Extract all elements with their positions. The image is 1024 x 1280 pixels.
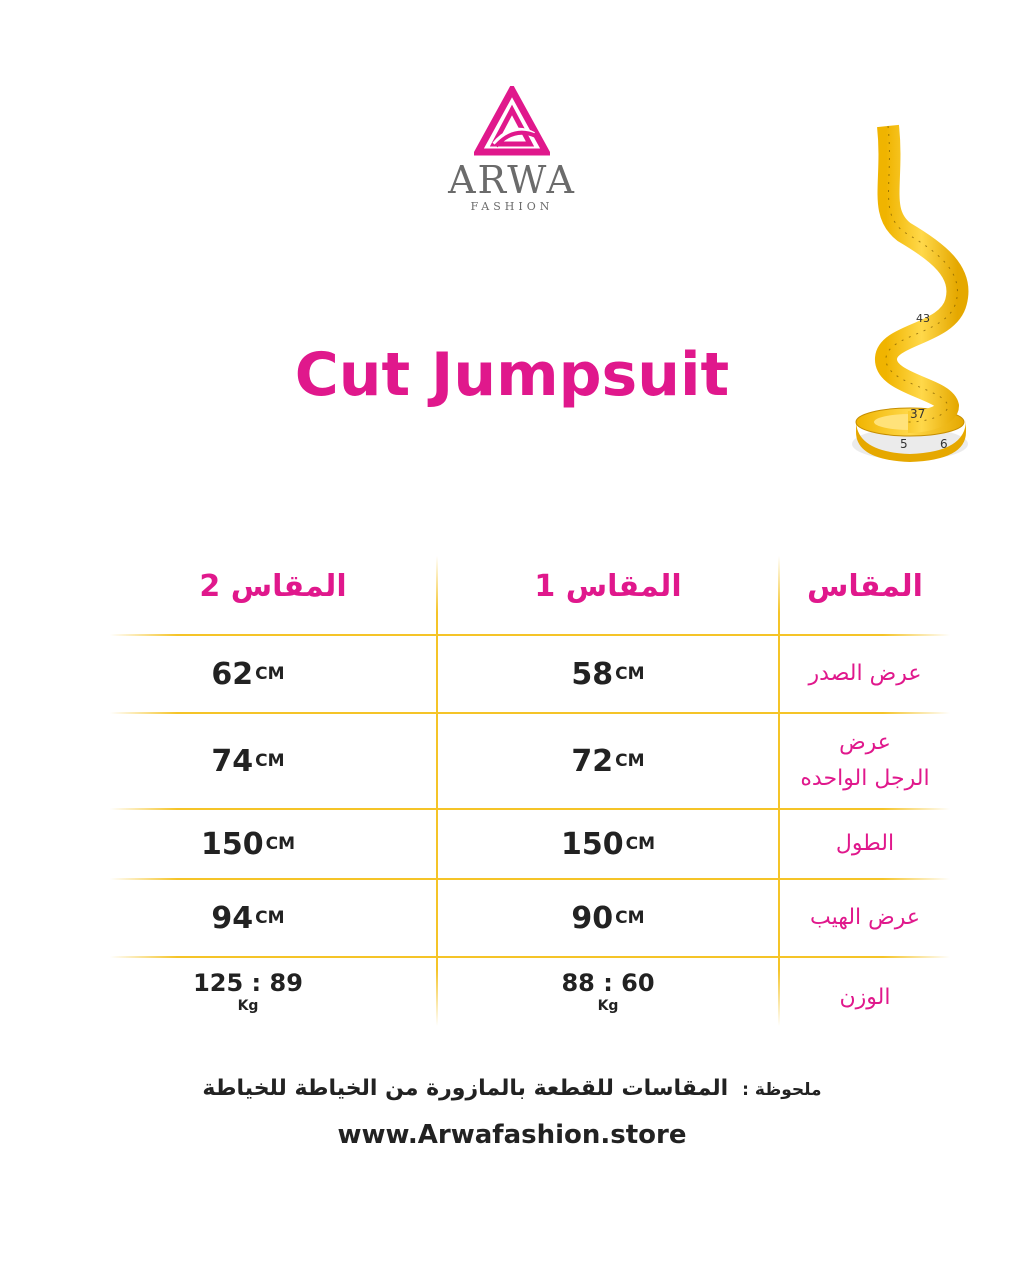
- row-label-hip: عرض الهيب: [809, 905, 921, 930]
- row-label-length: الطول: [835, 831, 895, 856]
- row-label-weight: الوزن: [839, 985, 891, 1010]
- brand-name: ARWA: [448, 158, 576, 202]
- svg-text:5: 5: [900, 437, 908, 451]
- row-label-chest: عرض الصدر: [808, 661, 922, 686]
- value: 150: [560, 826, 624, 862]
- row-label-leg: [780, 714, 950, 808]
- weight-unit: Kg: [597, 998, 619, 1014]
- note-text: المقاسات للقطعة بالمازورة من الخياطة للخياطة: [202, 1076, 729, 1101]
- chest-size-1: [438, 636, 778, 712]
- website-link[interactable]: www.Arwafashion.store: [337, 1120, 687, 1150]
- unit: CM: [265, 834, 296, 854]
- size-table: [110, 556, 950, 1026]
- header-size-1: المقاس 1: [534, 568, 682, 604]
- page-title: Cut Jumpsuit: [294, 340, 730, 410]
- weight-unit: Kg: [237, 998, 259, 1014]
- unit: CM: [255, 751, 285, 771]
- leg-size-1: [438, 714, 778, 808]
- svg-text:37: 37: [910, 407, 926, 421]
- value: 58: [571, 656, 614, 692]
- unit: CM: [625, 834, 656, 854]
- arwa-logo-icon: [474, 86, 550, 156]
- leg-size-2: [110, 714, 386, 808]
- weight-size-1: [438, 958, 778, 1026]
- value: 94: [211, 900, 254, 936]
- length-size-2: [110, 810, 386, 878]
- brand-logo: [432, 86, 592, 236]
- value: 90: [571, 900, 614, 936]
- svg-text:43: 43: [916, 312, 930, 325]
- svg-text:6: 6: [940, 437, 948, 451]
- unit: CM: [615, 751, 645, 771]
- tape-measure-icon: [848, 122, 978, 472]
- header-size-2: المقاس 2: [199, 568, 347, 604]
- value: 72: [571, 743, 614, 779]
- label-line-1: عرض: [839, 730, 891, 755]
- brand-subtitle: FASHION: [470, 200, 554, 213]
- weight-range: 88 : 60: [561, 969, 655, 997]
- header-label: المقاس: [807, 568, 923, 604]
- unit: CM: [255, 908, 285, 928]
- weight-size-2: [110, 958, 386, 1026]
- value: 74: [211, 743, 254, 779]
- value: 150: [200, 826, 264, 862]
- measurement-note: [0, 1076, 1024, 1101]
- chest-size-2: [110, 636, 386, 712]
- label-line-2: الرجل الواحده: [800, 766, 930, 791]
- note-label: ملحوظة :: [742, 1080, 822, 1100]
- length-size-1: [438, 810, 778, 878]
- unit: CM: [615, 908, 645, 928]
- value: 62: [211, 656, 254, 692]
- hip-size-2: [110, 880, 386, 956]
- weight-range: 125 : 89: [193, 969, 303, 997]
- hip-size-1: [438, 880, 778, 956]
- unit: CM: [615, 664, 645, 684]
- unit: CM: [255, 664, 285, 684]
